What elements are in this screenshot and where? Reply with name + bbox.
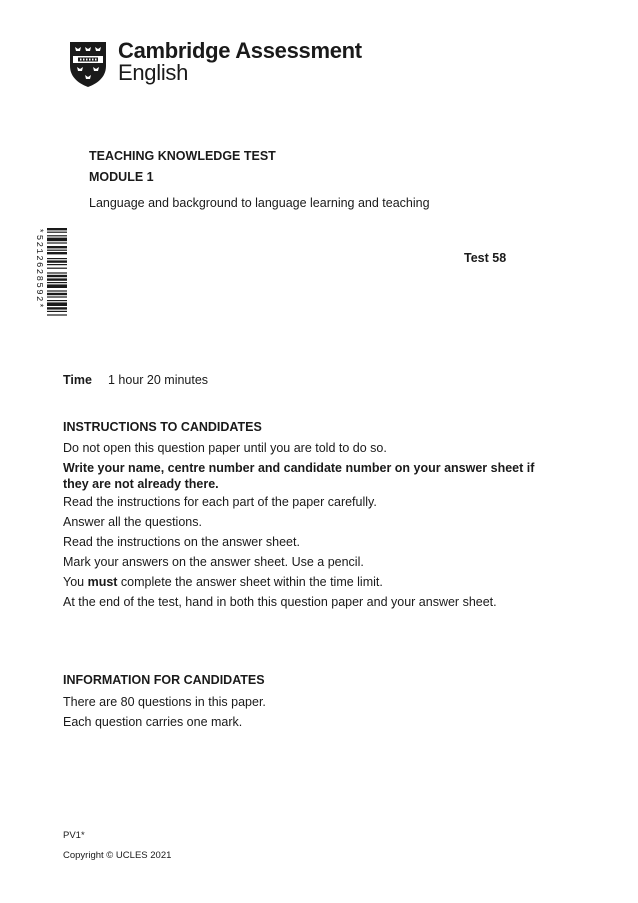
barcode-bar [47,311,67,312]
module-subject: Language and background to language learning and teaching [89,196,430,210]
barcode-bar [47,264,67,265]
instruction-line: Read the instructions on the answer sheet. [63,535,300,549]
barcode-bar [47,232,67,233]
instructions-heading: INSTRUCTIONS TO CANDIDATES [63,420,262,434]
instruction-text: You [63,575,88,589]
barcode-bar [47,242,67,243]
barcode-bar [47,246,67,248]
logo-wordmark-line2: English [118,60,189,85]
barcode-bar [47,284,67,288]
information-line: There are 80 questions in this paper. [63,695,266,709]
barcode-bar [47,278,67,280]
instruction-text: complete the answer sheet within the time limit. [117,575,383,589]
barcode-bar [47,228,67,230]
instruction-line: Answer all the questions. [63,515,202,529]
barcode-bar [47,275,67,277]
instruction-line: Do not open this question paper until you are told to do so. [63,441,387,455]
barcode-bar [47,314,67,315]
paper-code: PV1* [63,830,85,841]
instruction-line: Read the instructions for each part of the paper carefully. [63,495,377,509]
cambridge-shield-icon [68,40,108,88]
instruction-line-bold: Write your name, centre number and candidate number on your answer sheet if they are not already there. [63,461,535,491]
barcode-bar [47,282,67,283]
exam-title: TEACHING KNOWLEDGE TEST [89,149,276,163]
instruction-line: Mark your answers on the answer sheet. Use a pencil. [63,555,364,569]
instruction-line: At the end of the test, hand in both this question paper and your answer sheet. [63,595,497,609]
barcode-bar [47,238,67,242]
barcode-bar [47,260,67,262]
information-heading: INFORMATION FOR CANDIDATES [63,673,265,687]
cambridge-logo [68,40,362,90]
barcode-bar [47,302,67,306]
barcode-bar [47,296,67,297]
copyright-notice: Copyright © UCLES 2021 [63,850,172,861]
barcode-digits: *5212628592* [34,228,44,310]
module-label: MODULE 1 [89,170,154,184]
barcode-bar [47,293,67,295]
test-number: Test 58 [464,251,507,265]
information-line: Each question carries one mark. [63,715,243,729]
barcode-bar [47,252,67,254]
emphasis-must: must [87,575,118,589]
barcode-bar [47,250,67,251]
barcode-bar [47,290,67,291]
time-value: 1 hour 20 minutes [108,373,209,387]
barcode-bar [47,258,67,259]
barcode-bar [47,235,67,236]
logo-wordmark-line1: Cambridge Assessment [118,38,362,63]
barcode-bar [47,300,67,301]
barcode-bar [47,272,67,273]
barcode-bar [47,307,67,309]
barcode-bar [47,268,67,269]
time-label: Time [63,373,92,387]
instruction-line [63,574,563,590]
